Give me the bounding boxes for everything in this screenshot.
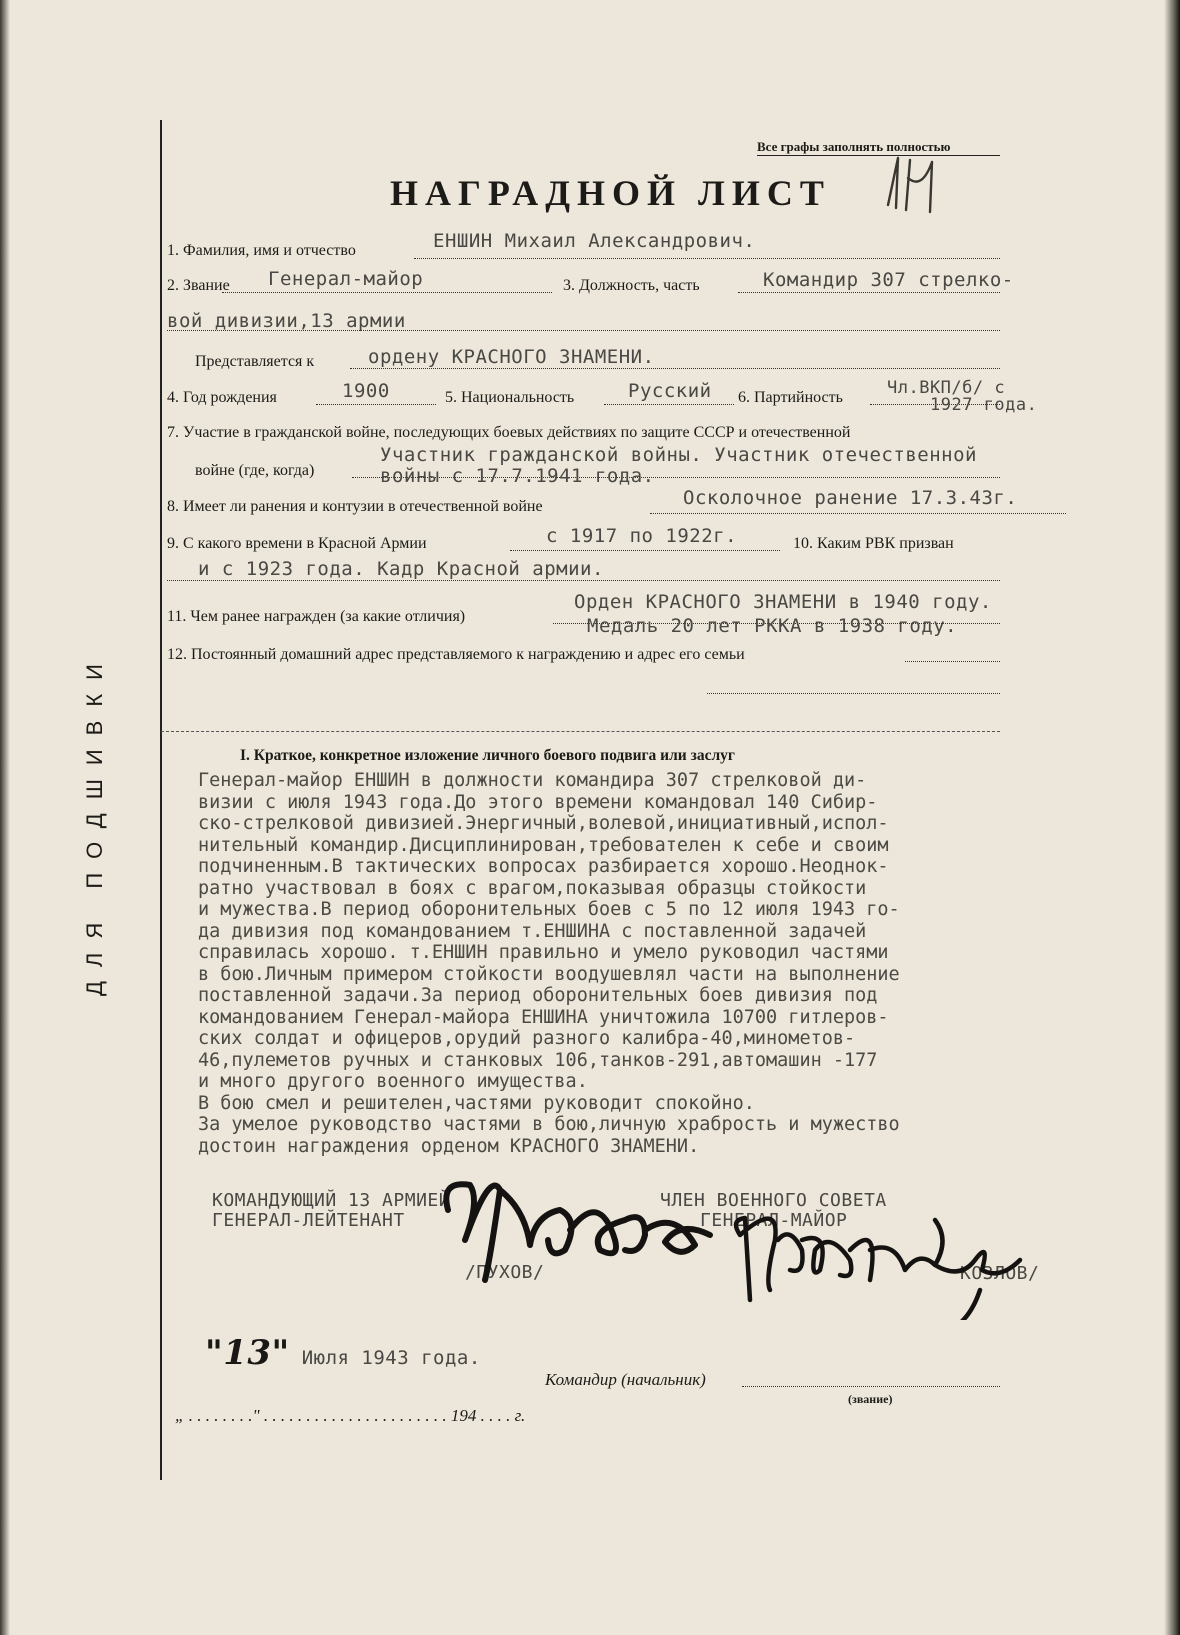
citation-line: подчиненным.В тактических вопросах разбирается хорошо.Неоднок- — [198, 856, 889, 877]
field-4-label: 4. Год рождения — [167, 389, 277, 406]
field-10-label: 10. Каким РВК призван — [793, 535, 954, 552]
rank-caption: (звание) — [848, 1392, 893, 1406]
binding-margin-label: ДЛЯ ПОДШИВКИ — [82, 650, 107, 996]
citation-line: Генерал-майор ЕНШИН в должности командира 307 стрелковой ди- — [198, 770, 867, 791]
field-12-line-1 — [905, 661, 1000, 662]
field-11-label: 11. Чем ранее награжден (за какие отличия) — [167, 608, 466, 625]
citation-line: визии с июля 1943 года.До этого времени командовал 140 Сибир- — [198, 791, 878, 813]
printed-date-template: „ . . . . . . . ." . . . . . . . . . . . . . . . . . . . . . . 194 . . . . г. — [175, 1406, 526, 1425]
commander-label: Командир (начальник) — [545, 1370, 706, 1389]
citation-line: командованием Генерал-майора ЕНШИНА уничтожила 10700 гитлеров- — [198, 1006, 889, 1028]
citation-line: и мужества.В период оборонительных боев с 5 по 12 июля 1943 го- — [198, 899, 900, 920]
field-4-value: 1900 — [342, 380, 390, 402]
left-edge-shadow — [0, 0, 10, 1635]
signatory-2-title-1: ЧЛЕН ВОЕННОГО СОВЕТА — [660, 1190, 887, 1211]
field-12-label: 12. Постоянный домашний адрес представляемого к награждению и адрес его семьи — [167, 646, 745, 663]
date-day: "13" — [205, 1333, 290, 1373]
binding-line — [160, 120, 162, 1480]
field-3-line-2 — [167, 330, 1000, 331]
field-1-label: 1. Фамилия, имя и отчество — [167, 242, 356, 259]
citation-line: справилась хорошо. т.ЕНШИН правильно и умело руководил частями — [198, 942, 889, 963]
presented-line — [350, 368, 1000, 369]
field-9-value: с 1917 по 1922г. — [546, 525, 738, 547]
citation-text — [198, 770, 900, 1157]
date-rest: Июля 1943 года. — [289, 1347, 481, 1369]
citation-line: поставленной задачи.За период оборонительных боев дивизия под — [198, 985, 878, 1006]
field-3-value-1: Командир 307 стрелко- — [763, 269, 1014, 291]
field-2-value: Генерал-майор — [268, 268, 424, 290]
typed-date — [205, 1333, 481, 1373]
citation-line: В бою смел и решителен,частями руководит спокойно. — [198, 1092, 755, 1114]
citation-line: ских солдат и офицеров,орудий разного калибра-40,минометов- — [198, 1028, 856, 1049]
fill-instruction: Все графы заполнять полностью — [757, 139, 951, 154]
field-12-line-2 — [707, 693, 1000, 694]
field-3-label: 3. Должность, часть — [563, 277, 700, 294]
section-heading: I. Краткое, конкретное изложение личного боевого подвига или заслуг — [240, 747, 735, 764]
page-title: НАГРАДНОЙ ЛИСТ — [390, 173, 831, 213]
field-11-value-2: Медаль 20 лет РККА в 1938 году. — [587, 615, 958, 637]
signatory-1-title-1: КОМАНДУЮЩИЙ 13 АРМИЕЙ — [212, 1190, 451, 1211]
citation-line: За умелое руководство частями в бою,личную храбрость и мужество — [198, 1114, 900, 1135]
field-10-line — [167, 580, 1000, 581]
field-9-line — [510, 550, 780, 551]
field-2-label: 2. Звание — [167, 277, 230, 294]
signature-zhukov — [430, 1150, 720, 1300]
field-5-label: 5. Национальность — [445, 389, 575, 406]
signatory-2-title-2: ГЕНЕРАЛ-МАЙОР — [700, 1210, 848, 1231]
field-7-label-1: 7. Участие в гражданской войне, последующих боевых действиях по защите СССР и отечественной — [167, 424, 851, 441]
right-edge-shadow — [1164, 0, 1180, 1635]
presented-label: Представляется к — [195, 353, 315, 370]
citation-line: и много другого военного имущества. — [198, 1071, 588, 1092]
section-separator — [161, 731, 1000, 732]
field-9-value-2: и с 1923 года. Кадр Красной армии. — [198, 558, 604, 580]
field-11-value-1: Орден КРАСНОГО ЗНАМЕНИ в 1940 году. — [574, 591, 992, 613]
signatory-1-title-2: ГЕНЕРАЛ-ЛЕЙТЕНАНТ — [212, 1210, 405, 1231]
field-2-line — [222, 292, 552, 293]
presented-value: ордену КРАСНОГО ЗНАМЕНИ. — [368, 346, 655, 368]
field-1-line — [414, 258, 1000, 259]
field-5-value: Русский — [628, 380, 712, 402]
field-1-value: ЕНШИН Михаил Александрович. — [433, 230, 756, 252]
field-8-value: Осколочное ранение 17.3.43г. — [683, 487, 1018, 509]
citation-line: да дивизия под командованием т.ЕНШИНА с поставленной задачей — [198, 920, 867, 942]
citation-line: нительный командир.Дисциплинирован,требователен к себе и своим — [198, 834, 889, 856]
field-8-label: 8. Имеет ли ранения и контузии в отечественной войне — [167, 498, 543, 515]
citation-line: 46,пулеметов ручных и станковых 106,танков-291,автомашин -177 — [198, 1049, 878, 1071]
handwritten-number — [880, 150, 970, 220]
citation-line: достоин награждения орденом КРАСНОГО ЗНАМЕНИ. — [198, 1135, 700, 1157]
signatory-1-name: /ПУХОВ/ — [465, 1262, 545, 1283]
field-7-value-1: Участник гражданской войны. Участник отечественной — [380, 444, 977, 466]
field-3-line — [738, 292, 1000, 293]
field-6-value-1: Чл.ВКП/б/ с — [887, 378, 1006, 398]
citation-line: ско-стрелковой дивизией.Энергичный,волевой,инициативный,испол- — [198, 813, 889, 834]
field-7-label-2: войне (где, когда) — [195, 462, 315, 479]
citation-line: ратно участвовал в боях с врагом,показывая образцы стойкости — [198, 877, 867, 899]
field-7-value-2: войны с 17.7.1941 года. — [380, 465, 655, 487]
field-3-value-2: вой дивизии,13 армии — [167, 310, 406, 332]
field-8-line — [650, 513, 1066, 514]
field-5-line — [604, 404, 734, 405]
commander-line — [742, 1386, 1000, 1387]
field-6-label: 6. Партийность — [738, 389, 843, 406]
field-9-label: 9. С какого времени в Красной Армии — [167, 535, 427, 552]
field-6-value-2: 1927 года. — [930, 395, 1038, 415]
signature-right — [720, 1180, 1050, 1320]
field-4-line — [316, 404, 436, 405]
signatory-2-name: КОЗЛОВ/ — [960, 1263, 1040, 1284]
citation-line: в бою.Личным примером стойкости воодушевлял части на выполнение — [198, 963, 900, 985]
